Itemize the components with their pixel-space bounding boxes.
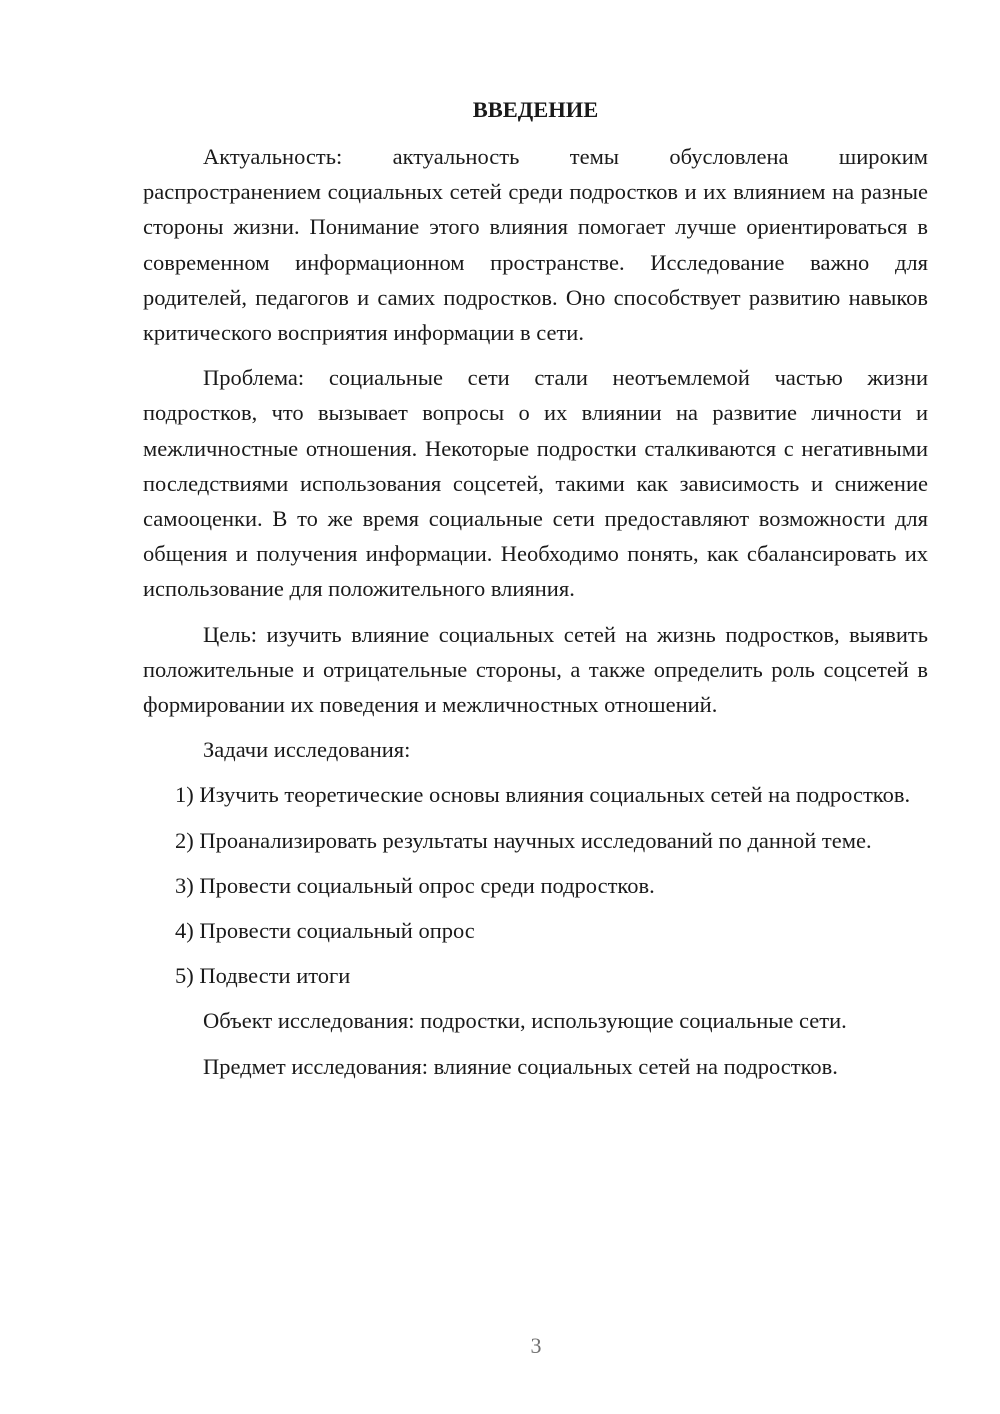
page-number: 3	[530, 1333, 542, 1358]
research-object-paragraph: Объект исследования: подростки, использующие социальные сети.	[203, 1008, 847, 1034]
task-item-2: 2) Проанализировать результаты научных исследований по данной теме.	[175, 827, 872, 853]
task-item-4: 4) Провести социальный опрос	[175, 918, 475, 944]
task-item-3: 3) Провести социальный опрос среди подростков.	[175, 872, 655, 898]
relevance-paragraph: Актуальность: актуальность темы обусловлена широким распространением социальных сетей среди подростков и их влиянием на разные стороны жизни. Понимание этого влияния помогает лучше ориентироваться в современном информационном пространстве. Исследование важно для родителей, педагогов и самих подростков. Оно способствует развитию навыков критического восприятия информации в сети.	[143, 144, 928, 346]
task-item-1: 1) Изучить теоретические основы влияния социальных сетей на подростков.	[175, 782, 911, 808]
task-item-5: 5) Подвести итоги	[175, 963, 351, 989]
goal-paragraph: Цель: изучить влияние социальных сетей на жизнь подростков, выявить положительные и отрицательные стороны, а также определить роль соцсетей в формировании их поведения и межличностных отношений.	[143, 621, 928, 718]
page-title: ВВЕДЕНИЕ	[472, 97, 599, 122]
document-page	[143, 92, 928, 1094]
tasks-heading: Задачи исследования:	[203, 737, 411, 763]
research-subject-paragraph: Предмет исследования: влияние социальных сетей на подростков.	[203, 1053, 838, 1079]
problem-paragraph: Проблема: социальные сети стали неотъемлемой частью жизни подростков, что вызывает вопросы о их влиянии на развитие личности и межличностные отношения. Некоторые подростки сталкиваются с негативными последствиями использования соцсетей, такими как зависимость и снижение самооценки. В то же время социальные сети предоставляют возможности для общения и получения информации. Необходимо понять, как сбалансировать их использование для положительного влияния.	[143, 365, 928, 602]
